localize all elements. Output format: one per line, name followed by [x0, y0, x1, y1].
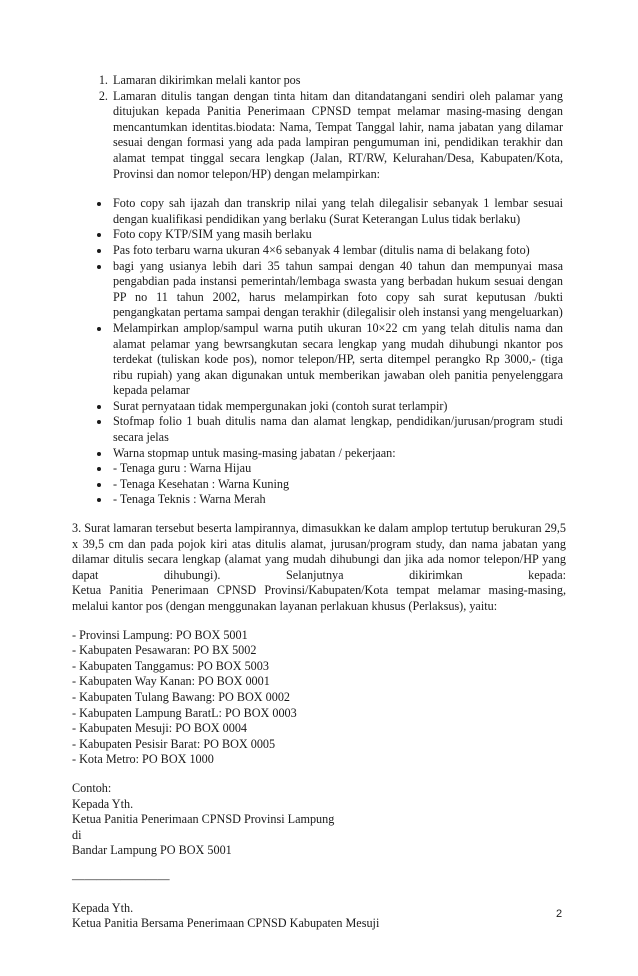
address-line: Kepada Yth.: [72, 796, 134, 811]
po-box-line: - Kabupaten Pesisir Barat: PO BOX 0005: [72, 736, 276, 751]
address-line: di: [72, 827, 82, 842]
bullet-item: • Stofmap folio 1 buah ditulis nama dan alamat lengkap, pendidikan/jurusan/program studi secara jelas: [111, 414, 563, 445]
bullet-item: • Surat pernyataan tidak mempergunakan joki (contoh surat terlampir): [111, 399, 563, 415]
po-box-line: - Kabupaten Pesawaran: PO BX 5002: [72, 643, 257, 658]
address-line: Kepada Yth.: [72, 900, 134, 915]
po-box-list: [72, 628, 566, 768]
bullet-item: • Foto copy KTP/SIM yang masih berlaku: [111, 227, 563, 243]
bullet-item: • - Tenaga Kesehatan : Warna Kuning: [111, 477, 563, 493]
bullet-item: • - Tenaga guru : Warna Hijau: [111, 461, 563, 477]
numbered-list: [75, 73, 563, 182]
separator-line: ————————: [72, 871, 170, 886]
example-label: Contoh:: [72, 780, 112, 795]
bullet-item: • Warna stopmap untuk masing-masing jabatan / pekerjaan:: [111, 446, 563, 462]
po-box-line: - Kabupaten Way Kanan: PO BOX 0001: [72, 674, 270, 689]
address-line: Ketua Panitia Bersama Penerimaan CPNSD Kabupaten Mesuji: [72, 916, 380, 931]
po-box-line: - Kabupaten Mesuji: PO BOX 0004: [72, 721, 248, 736]
address-line: Bandar Lampung PO BOX 5001: [72, 843, 232, 858]
example-section: [72, 781, 566, 859]
bullet-item: • Foto copy sah ijazah dan transkrip nilai yang telah dilegalisir sebanyak 1 lembar sesuai dengan kualifikasi pendidikan yang berlaku (Surat Keterangan Lulus tidak berlaku): [111, 196, 563, 227]
point-3-continuation: Ketua Panitia Penerimaan CPNSD Provinsi/Kabupaten/Kota tempat melamar masing-masing, melalui kantor pos (dengan menggunakan layanan perlakuan khusus (Perlaksus), yaitu:: [72, 583, 566, 613]
bullet-item: • Melampirkan amplop/sampul warna putih ukuran 10×22 cm yang telah ditulis nama dan alamat pelamar yang bewrsangkutan secara lengkap yang mudah dihubungi nkantor pos terdekat (tuliskan kode pos), nomor telepon/HP, serta ditempel perangko Rp 3000,- (tiga ribu rupiah) yang akan digunakan untuk memberikan jawaban oleh panitia penyelenggara kepada pelamar: [111, 321, 563, 399]
bullet-item: • Pas foto terbaru warna ukuran 4×6 sebanyak 4 lembar (ditulis nama di belakang foto): [111, 243, 563, 259]
address-line: Ketua Panitia Penerimaan CPNSD Provinsi Lampung: [72, 812, 335, 827]
po-box-line: - Kota Metro: PO BOX 1000: [72, 752, 214, 767]
point-3-paragraph: 3. Surat lamaran tersebut beserta lampirannya, dimasukkan ke dalam amplop tertutup berukuran 29,5 x 39,5 cm dan pada pojok kiri atas ditulis alamat, jurusan/program study, dan nama jabatan yang dilamar ditulis secara lengkap (alamat yang mudah dihubungi dan jika ada nomor telepon/HP yang dapat dihubungi). Selanjutnya dikirimkan kepada:: [72, 521, 566, 582]
po-box-line: - Kabupaten Tanggamus: PO BOX 5003: [72, 658, 269, 673]
po-box-line: - Kabupaten Lampung BaratL: PO BOX 0003: [72, 705, 297, 720]
bullet-item: • bagi yang usianya lebih dari 35 tahun sampai dengan 40 tahun dan mempunyai masa pengabdian pada instansi pemerintah/lembaga swasta yang berbadan hukum sesuai dengan PP no 11 tahun 2002, harus melampirkan foto copy sah surat keputusan /bukti pengangkatan pertama sampai dengan terakhir (dilegalisir oleh instansi yang mengeluarkan): [111, 259, 563, 321]
example-section-2: [72, 901, 566, 932]
numbered-item-1: 1. Lamaran dikirimkan melali kantor pos: [111, 73, 563, 89]
po-box-line: - Kabupaten Tulang Bawang: PO BOX 0002: [72, 689, 291, 704]
page-number: 2: [556, 908, 563, 920]
bullet-item: • - Tenaga Teknis : Warna Merah: [111, 492, 563, 508]
numbered-item-2: 2. Lamaran ditulis tangan dengan tinta hitam dan ditandatangani sendiri oleh palamar yang ditujukan kepada Panitia Penerimaan CPNSD tempat melamar masing-masing dengan mencantumkan identitas.biodata: Nama, Tempat Tanggal lahir, nama jabatan yang dilamar sesuai dengan formasi yang ada pada lampiran pengumuman ini, pendidikan terakhir dan alamat tempat tinggal secara lengkap (Jalan, RT/RW, Kelurahan/Desa, Kabupaten/Kota, Provinsi dan nomor telepon/HP) dengan melampirkan:: [111, 89, 563, 183]
attachment-bullet-list: [75, 196, 563, 508]
document-page: [72, 73, 566, 932]
po-box-line: - Provinsi Lampung: PO BOX 5001: [72, 627, 248, 642]
